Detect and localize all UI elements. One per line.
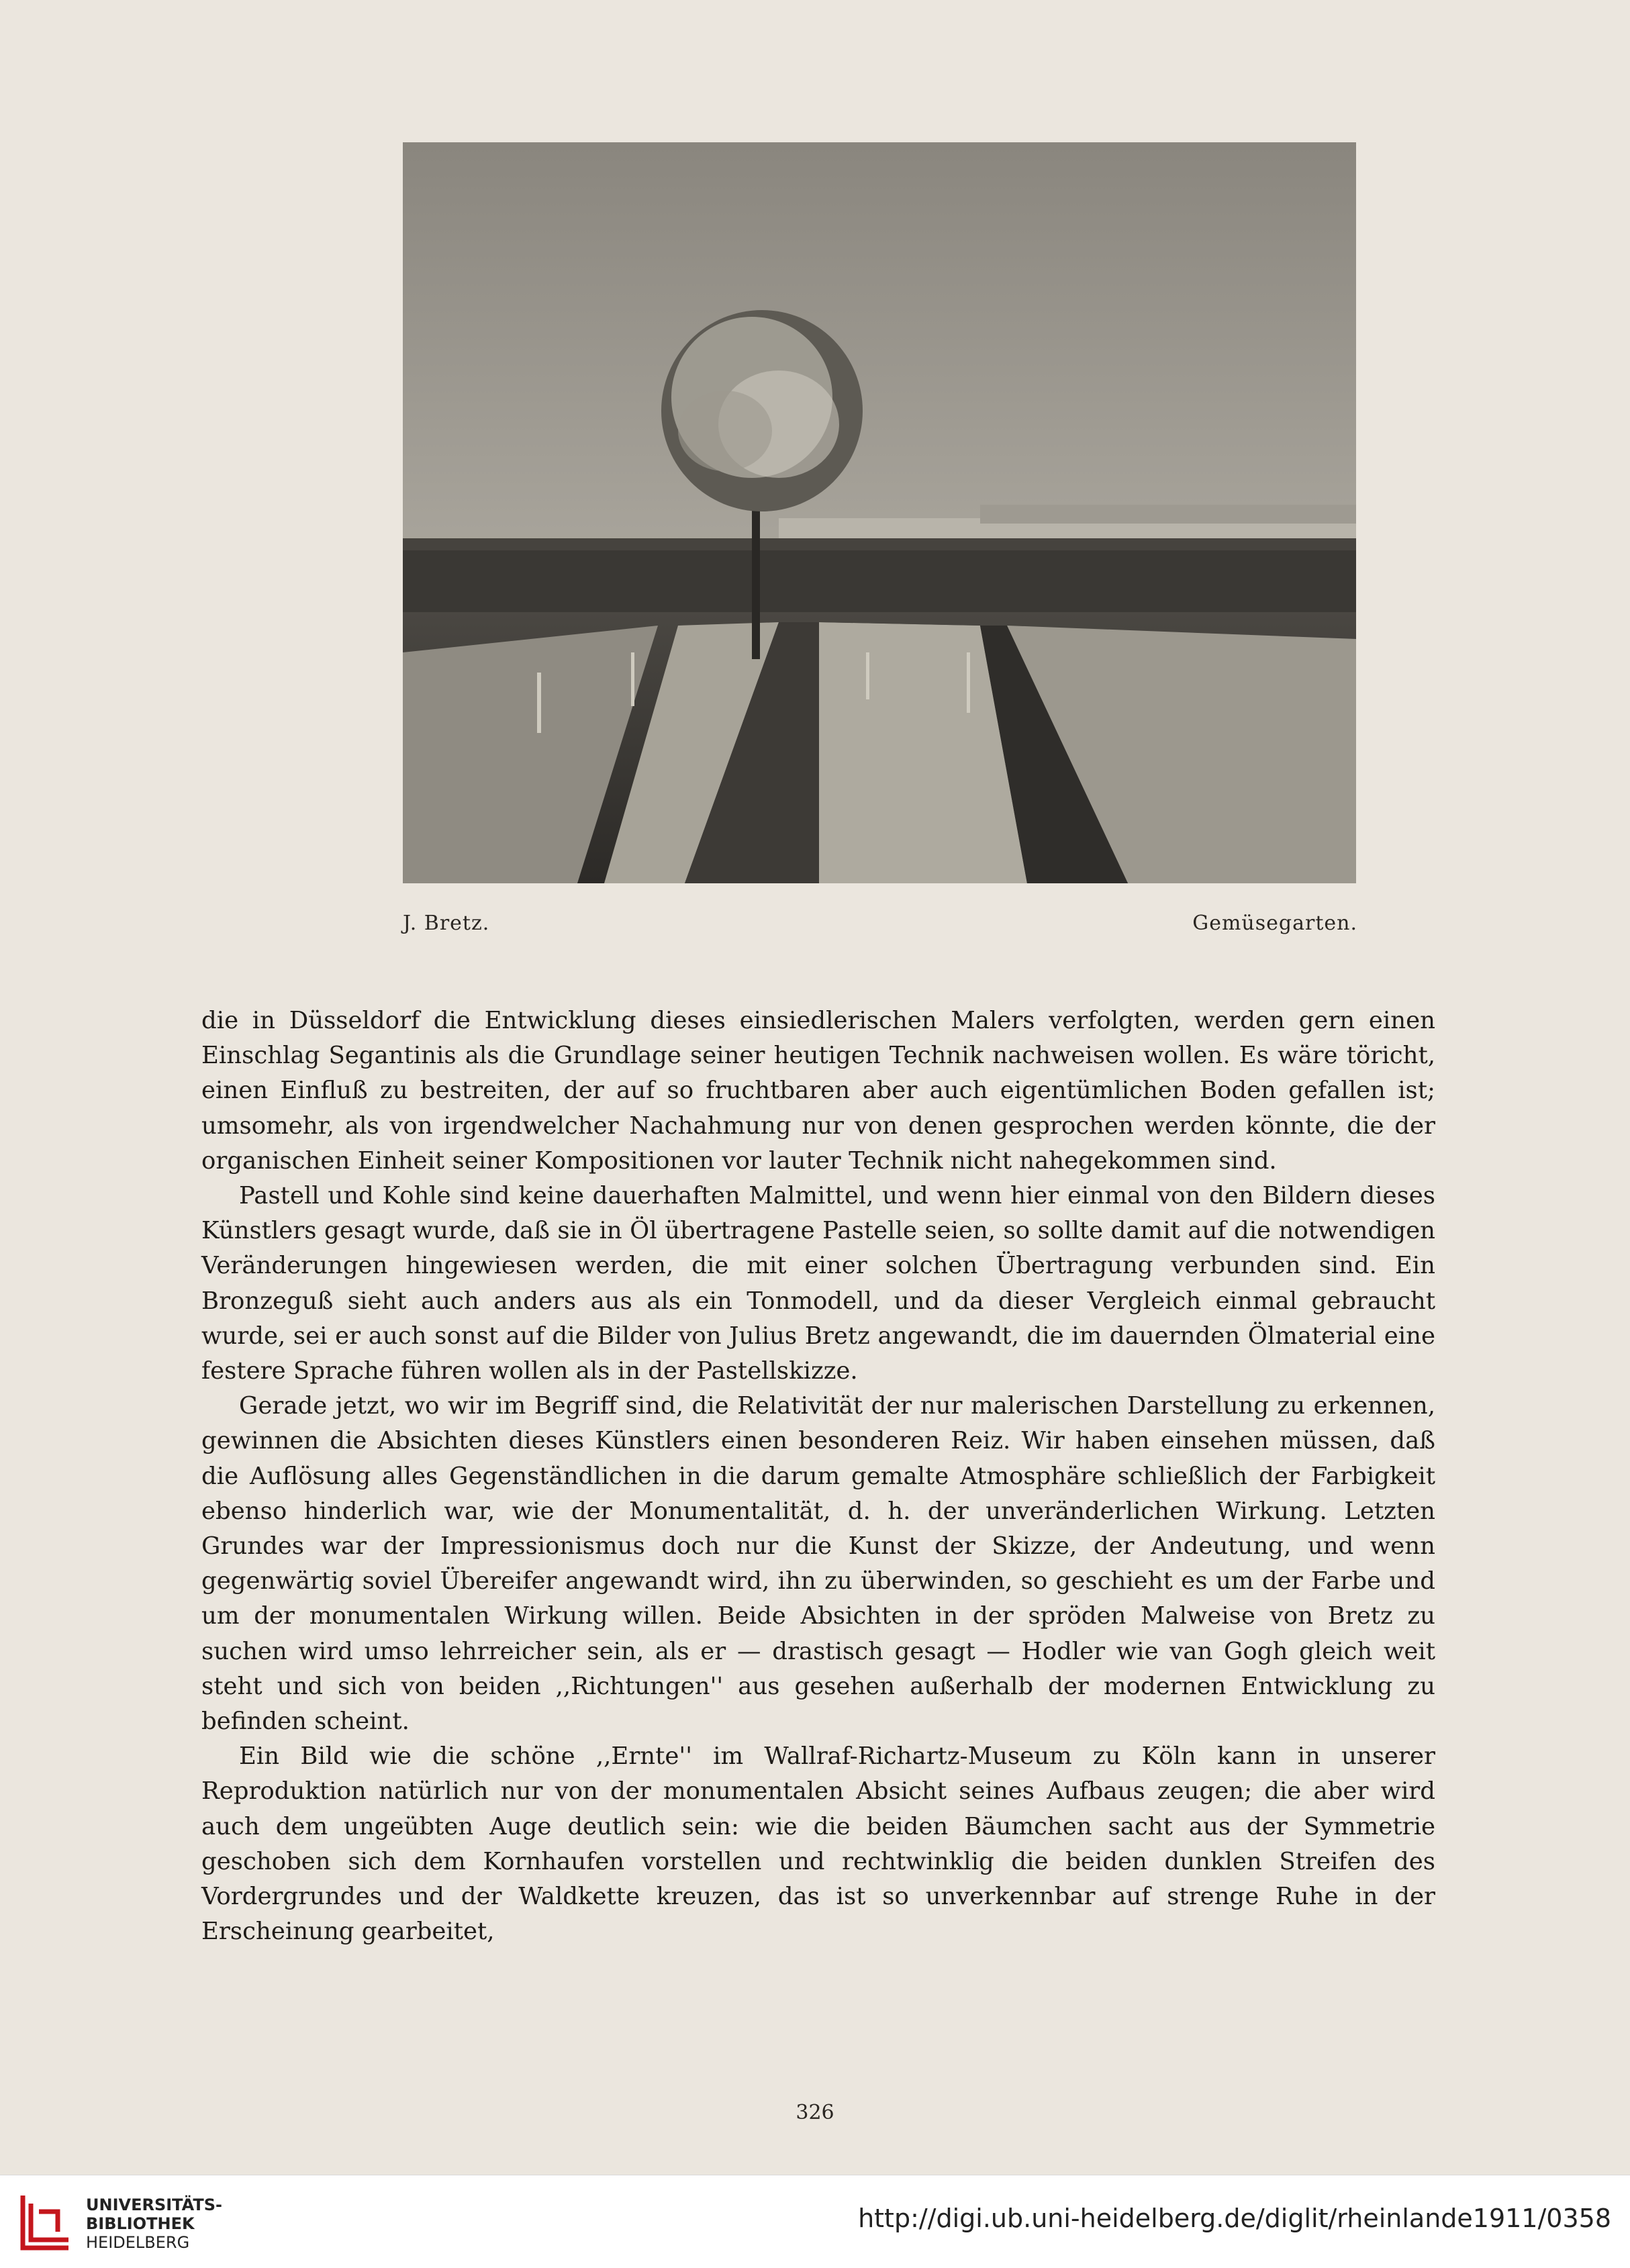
university-logo-icon[interactable]	[19, 2193, 73, 2251]
footer-bar	[0, 2175, 1630, 2268]
library-name-line: BIBLIOTHEK	[86, 2214, 195, 2233]
garden-painting	[403, 142, 1356, 883]
library-name-line: UNIVERSITÄTS-	[86, 2196, 223, 2214]
permalink-url[interactable]: http://digi.ub.uni-heidelberg.de/diglit/rheinlande1911/0358	[858, 2204, 1611, 2233]
figure-caption-title: Gemüsegarten.	[1192, 911, 1357, 935]
library-name[interactable]	[86, 2196, 222, 2252]
figure-plate	[403, 142, 1356, 883]
library-name-line: HEIDELBERG	[86, 2233, 190, 2252]
page-number: 326	[796, 2101, 834, 2124]
body-text	[201, 1003, 1435, 1949]
paragraph: die in Düsseldorf die Entwicklung dieses einsiedlerischen Malers verfolgten, werden gern einen Einschlag Segantinis als die Grundlage seiner heutigen Technik nachweisen wollen. Es wäre töricht, einen Einfluß zu bestreiten, der auf so fruchtbaren aber auch eigentümlichen Boden gefallen ist; umsomehr, als von irgendwelcher Nachahmung nur von denen gesprochen werden könnte, die der organischen Einheit seiner Kompositionen vor lauter Technik nicht nahegekommen sind.	[201, 1007, 1435, 1175]
paragraph: Gerade jetzt, wo wir im Begriff sind, die Relativität der nur malerischen Darstellung zu erkennen, gewinnen die Absichten dieses Künstlers einen besonderen Reiz. Wir haben einsehen müssen, daß die Auflösung alles Gegenständlichen in die darum gemalte Atmosphäre schließlich der Farbigkeit ebenso hinderlich war, wie der Monumentalität, d. h. der unveränderlichen Wirkung. Letzten Grundes war der Impressionismus doch nur die Kunst der Skizze, der Andeutung, und wenn gegenwärtig soviel Übereifer angewandt wird, ihn zu überwinden, so geschieht es um der Farbe und um der monumentalen Wirkung willen. Beide Absichten in der spröden Malweise von Bretz zu suchen wird umso lehrreicher sein, als er — drastisch gesagt — Hodler wie van Gogh gleich weit steht und sich von beiden ,,Richtungen'' aus gesehen außerhalb der modernen Entwicklung zu befinden scheint.	[201, 1392, 1435, 1736]
figure-caption-artist: J. Bretz.	[403, 911, 490, 935]
paragraph: Pastell und Kohle sind keine dauerhaften Malmittel, und wenn hier einmal von den Bildern dieses Künstlers gesagt wurde, daß sie in Öl übertragene Pastelle seien, so sollte damit auf die notwendigen Veränderungen hingewiesen werden, die mit einer solchen Übertragung verbunden sind. Ein Bronzeguß sieht auch anders aus als ein Tonmodell, und da dieser Vergleich einmal gebraucht wurde, sei er auch sonst auf die Bilder von Julius Bretz angewandt, die im dauernden Ölmaterial eine festere Sprache führen wollen als in der Pastellskizze.	[201, 1182, 1435, 1385]
paragraph: Ein Bild wie die schöne ,,Ernte'' im Wallraf-Richartz-Museum zu Köln kann in unserer Reproduktion natürlich nur von der monumentalen Absicht seines Aufbaus zeugen; die aber wird auch dem ungeübten Auge deutlich sein: wie die beiden Bäumchen sacht aus der Symmetrie geschoben sich dem Kornhaufen vorstellen und rechtwinklig die beiden dunklen Streifen des Vordergrundes und der Waldkette kreuzen, das ist so unverkennbar auf strenge Ruhe in der Erscheinung gearbeitet,	[201, 1742, 1435, 1946]
